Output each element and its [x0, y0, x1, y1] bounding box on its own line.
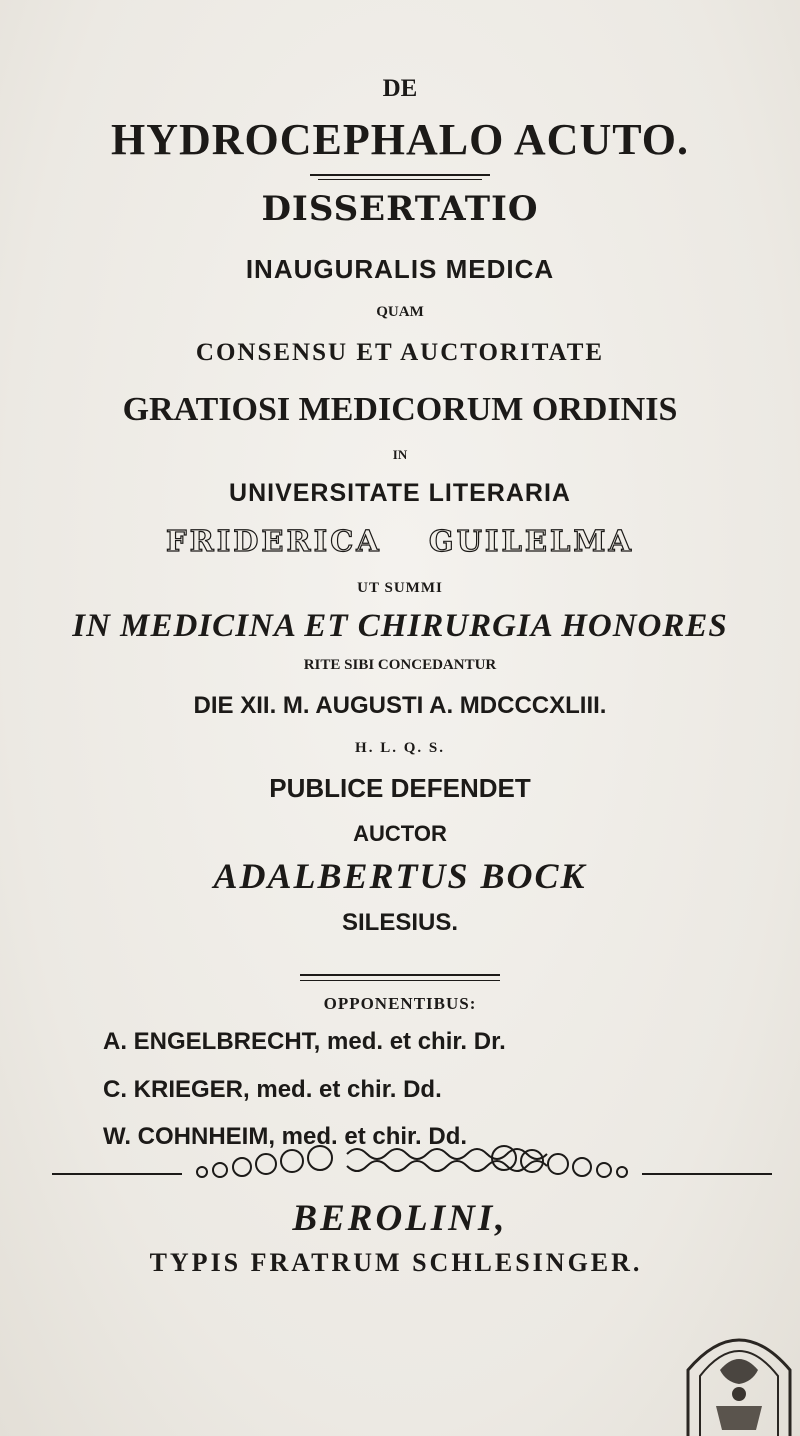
consensu-line: CONSENSU ET AUCTORITATE: [195, 339, 605, 366]
genre-heading: DISSERTATIO: [261, 189, 539, 229]
hlqs-line: H. L. Q. S.: [355, 740, 445, 756]
opponents-heading: OPPONENTIBUS:: [323, 994, 477, 1013]
library-stamp-icon: [680, 1320, 798, 1436]
rite-line: RITE SIBI CONCEDANTUR: [303, 657, 497, 673]
university-name: FRIDERICA GUILELMA: [166, 524, 634, 558]
title-preposition: DE: [382, 75, 418, 102]
auctor-label: AUCTOR: [353, 821, 447, 846]
title-rule-top: [310, 174, 490, 176]
opponent-item: W. COHNHEIM, med. et chir. Dd.: [103, 1123, 468, 1150]
defense-date: DIE XII. M. AUGUSTI A. MDCCCXLIII.: [193, 692, 607, 719]
quam-line: QUAM: [376, 304, 424, 320]
ut-summi-line: UT SUMMI: [357, 580, 443, 596]
author-origin: SILESIUS.: [341, 909, 459, 936]
opponents-rule-top: [300, 974, 500, 976]
genre-qualifier: INAUGURALIS MEDICA: [245, 254, 555, 284]
author-name: ADALBERTUS BOCK: [213, 856, 587, 896]
imprint-city: BEROLINI,: [292, 1198, 508, 1239]
universitate-line: UNIVERSITATE LITERARIA: [229, 479, 571, 507]
publice-line: PUBLICE DEFENDET: [269, 773, 531, 803]
opponents-rule-bottom: [300, 980, 500, 981]
imprint-printer: TYPIS FRATRUM SCHLESINGER.: [149, 1248, 643, 1277]
opponent-item: C. KRIEGER, med. et chir. Dd.: [103, 1076, 442, 1103]
ornamental-rule: [52, 1144, 772, 1180]
title-rule-bottom: [318, 179, 482, 180]
in-line: IN: [392, 447, 408, 462]
faculty-line: GRATIOSI MEDICORUM ORDINIS: [122, 391, 678, 428]
page-title: HYDROCEPHALO ACUTO.: [110, 115, 690, 164]
opponent-item: A. ENGELBRECHT, med. et chir. Dr.: [103, 1028, 506, 1055]
honores-line: IN MEDICINA ET CHIRURGIA HONORES: [72, 608, 728, 644]
